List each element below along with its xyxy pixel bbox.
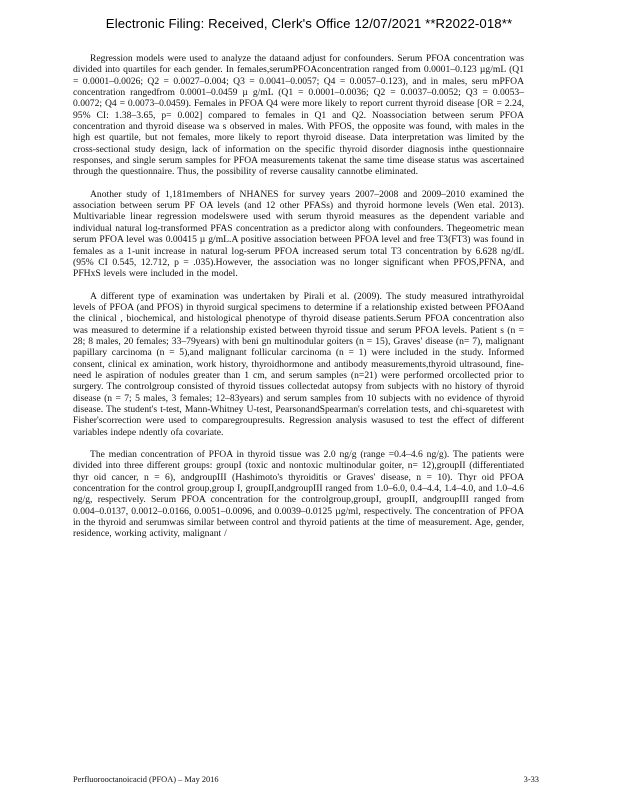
paragraph-median-concentration: The median concentration of PFOA in thyroid tissue was 2.0 ng/g (range =0.4–4.6 ng/g). The patients were divided into three different groups: groupI (toxic and nontoxic multinodular goiter, n= 12),groupII (differentiated thyr oid cancer, n = 6), andgroupIII (Hashimoto's thyroiditis or Graves' disease, n = 10). Thyr oid PFOA concentration for the control group,group I, groupII,andgroupIII ranged from 1.0–6.0, 0.4–4.4, 1.4–4.0, and 1.0–4.6 ng/g, respectively. Serum PFOA concentration for the controlgroup,groupI, groupII, andgroupIII ranged from 0.004–0.0137, 0.0012–0.0166, 0.0051–0.0096, and 0.0039–0.0125 µg/ml, respectively. The concentration of PFOA in the thyroid and serumwas similar between control and thyroid patients at the time of measurement. Age, gender, residence, working activity, malignant /: [73, 449, 524, 540]
filing-stamp-header: Electronic Filing: Received, Clerk's Office 12/07/2021 **R2022-018**: [105, 16, 513, 31]
paragraph-pirali-study: A different type of examination was undertaken by Pirali et al. (2009). The study measured intrathyroidal levels of PFOA (and PFOS) in thyroid surgical specimens to determine if a relationship existed between PFOAand the clinical , biochemical, and histological phenotype of thyroid disease patients.Serum PFOA concentration also was measured to determine if a relationship existed between thyroid tissue and serum PFOA levels. Patient s (n = 28; 8 males, 20 females; 33–79years) with beni gn multinodular goiters (n = 15), Graves' disease (n= 7), malignant papillary carcinoma (n = 5),and malignant follicular carcinoma (n = 1) were included in the study. Informed consent, clinical ex amination, work history, thyroidhormone and antibody measurements,thyroid ultrasound, fine-need le aspiration of nodules greater than 1 cm, and serum samples (n=21) were performed orcollected prior to surgery. The controlgroup consisted of thyroid tissues collectedat autopsy from subjects with no history of thyroid disease (n = 7; 5 males, 3 females; 12–83years) and serum samples from 10 subjects with no evidence of thyroid disease. The student's t-test, Mann-Whitney U-test, PearsonandSpearman's correlation tests, and chi-squaretest with Fisher'scorrection were used to comparegroupresults. Regression analysis wasused to test the effect of different variables indepe ndently ofa covariate.: [73, 290, 524, 438]
footer-page-number: 3-33: [523, 775, 539, 784]
footer-document-title: Perfluorooctanoicacid (PFOA) – May 2016: [73, 775, 219, 784]
paragraph-nhanes-study: Another study of 1,181members of NHANES for survey years 2007–2008 and 2009–2010 examined the association between serum PF OA levels (and 12 other PFASs) and thyroid hormone levels (Wen etal. 2013). Multivariable linear regression modelswere used with serum thyroid measures as the dependent variable and individual natural log-transformed PFAS concentration as a predictor along with confounders. Thegeometric mean serum PFOA level was 0.00415 µ g/mL.A positive association between PFOA level and free T3(FT3) was found in females as a 1-unit increase in natural log-serum PFOA increased serum total T3 concentration by 6.628 ng/dL (95% CI 0.545, 12.712, p = .035).However, the association was no longer significant when PFOS,PFNA, and PFHxS levels were included in the model.: [73, 188, 524, 280]
paragraph-regression-models: Regression models were used to analyze the dataand adjust for confounders. Serum PFOA concentration was divided into quartiles for each gender. In females,serumPFOAconcentration ranged from 0.0001–0.123 µg/mL (Q1 = 0.0001–0.0026; Q2 = 0.0027–0.004; Q3 = 0.0041–0.0057; Q4 = 0.0057–0.123), and in males, seru mPFOA concentration rangedfrom 0.0001–0.0459 µ g/mL (Q1 = 0.0001–0.0036; Q2 = 0.0037–0.0052; Q3 = 0.0053–0.0072; Q4 = 0.0073–0.0459). Females in PFOA Q4 were more likely to report current thyroid disease [OR = 2.24, 95% CI: 1.38–3.65, p= 0.002] compared to females in Q1 and Q2. Noassociation between serum PFOA concentration and thyroid disease wa s observed in males. With PFOS, the opposite was found, with males in the high est quartile, but not females, more likely to report thyroid disease. Data interpretation was limited by the cross-sectional study design, lack of information on the specific thyroid disorder diagnosis inthe questionnaire responses, and single serum samples for PFOA measurements takenat the same time disease status was ascertained through the questionnaire. Thus, the possibility of reverse causality cannotbe eliminated.: [73, 53, 524, 178]
document-body: [73, 53, 524, 551]
